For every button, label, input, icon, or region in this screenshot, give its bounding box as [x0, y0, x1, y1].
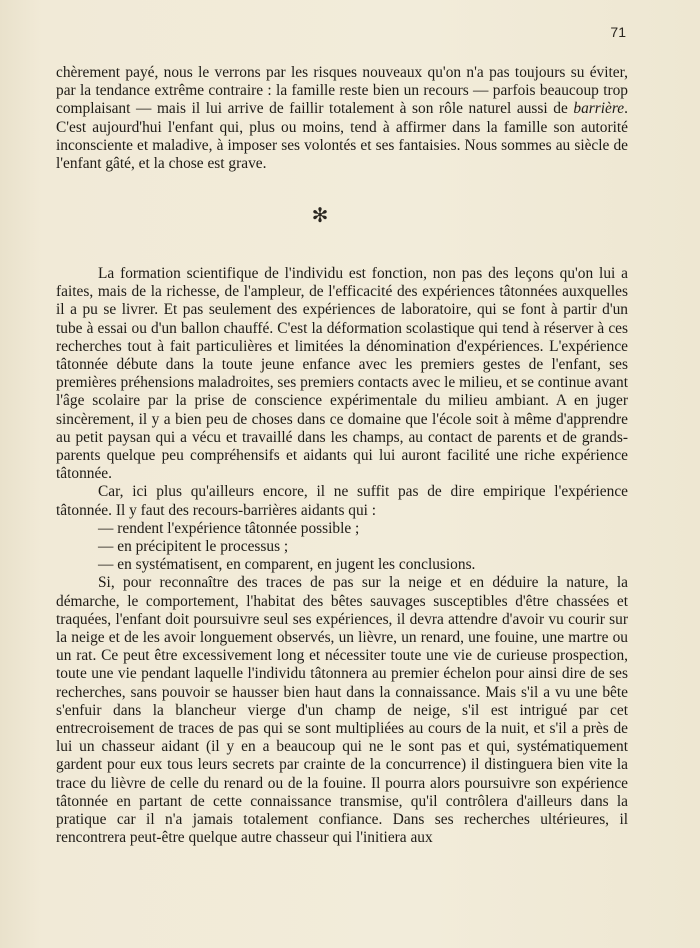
list-item: — en précipitent le processus ; — [98, 538, 289, 556]
page-number: 71 — [610, 24, 626, 40]
main-text-block — [56, 265, 628, 848]
paragraph-continuation: chèrement payé, nous le verrons par les risques nouveaux qu'on n'a pas toujours su éviter, par la tendance extrême contraire : la famille reste bien un recours — parfois beaucoup trop complaisant — mais il lui arrive de faillir totalement à son rôle naturel aussi de barrière. C'est aujourd'hui l'enfant qui, plus ou moins, tend à affirmer dans la famille son autorité inconsciente et maladive, à imposer ses volontés et ses fantaisies. Nous sommes au siècle de l'enfant gâté, et la chose est grave. — [56, 64, 628, 173]
section-separator-asterisk: ✻ — [311, 203, 329, 227]
paragraph-traces-de-pas: Si, pour reconnaître des traces de pas sur la neige et en déduire la nature, la démarche, le comportement, l'habitat des bêtes sauvages susceptibles d'être chassées et traquées, l'enfant doit poursuivre seul ses expériences, il devra attendre d'avoir vu courir sur la neige et de les avoir longuement observés, un lièvre, un renard, une fouine, une martre ou un rat. Ce peut être excessivement long et nécessiter toute une vie de curieuse prospection, toute une vie pendant laquelle l'individu tâtonnera au premier échelon pour ainsi dire de ses recherches, sans pouvoir se hausser bien haut dans la connaissance. Mais s'il a vu une bête s'enfuir dans la blancheur vierge d'un champ de neige, s'il est intrigué par cet entrecroisement de traces de pas qui se sont multipliées au cours de la nuit, et s'il a près de lui un chasseur aidant (il y en a beaucoup qui ne le sont pas et qui, systématiquement gardent pour eux tous leurs secrets par crainte de la concurrence) il distinguera bien vite la trace du lièvre de celle du renard ou de la fouine. Il pourra alors poursuivre son expérience tâtonnée en partant de cette connaissance transmise, qu'il contrôlera d'ailleurs dans la pratique car il n'a jamais totalement confiance. Dans ses recherches ultérieures, il rencontrera peut-être quelque autre chasseur qui l'initiera aux — [56, 574, 628, 847]
paragraph-recours-barrieres: Car, ici plus qu'ailleurs encore, il ne suffit pas de dire empirique l'expérience tâtonnée. Il y faut des recours-barrières aidants qui : — [56, 483, 628, 519]
italic-word: barrière — [573, 100, 625, 118]
list-item: — en systématisent, en comparent, en jugent les conclusions. — [98, 556, 476, 574]
paragraph-scientific-formation: La formation scientifique de l'individu est fonction, non pas des leçons qu'on lui a faites, mais de la richesse, de l'ampleur, de l'efficacité des expériences tâtonnées auxquelles il a pu se livrer. Et pas seulement des expériences de laboratoire, qui se font à partir d'un tube à essai ou d'un ballon chauffé. C'est la déformation scolastique qui tend à réserver à ces recherches tout à fait particulières et limitées la dénomination d'expériences. L'expérience tâtonnée débute dans la toute jeune enfance avec les premiers gestes de l'enfant, ses premières préhensions maladroites, ses premiers contacts avec le milieu, et se continue avant l'âge scolaire par la prise de conscience expérimentale du milieu ambiant. A en juger sincèrement, il y a bien peu de choses dans ce domaine que l'école soit à même d'apprendre au petit paysan qui a vécu et travaillé dans les champs, au contact de parents et de grands-parents quelque peu compréhensifs et aidants qui lui auront facilité une riche expérience tâtonnée. — [56, 265, 628, 483]
list-item: — rendent l'expérience tâtonnée possible ; — [98, 519, 360, 537]
top-text-block — [56, 64, 628, 173]
